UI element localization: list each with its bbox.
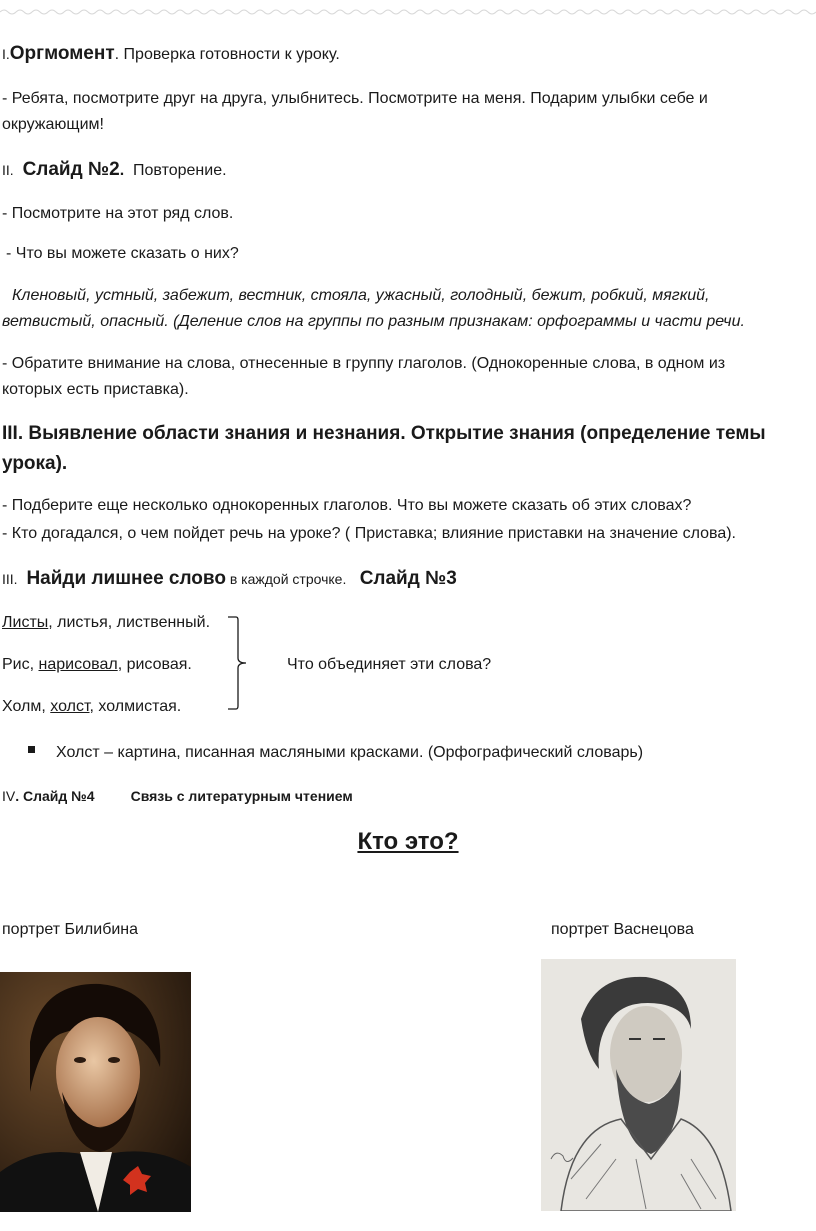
section-2-heading	[2, 160, 227, 181]
square-bullet-icon	[28, 746, 35, 753]
word-row-3-first: Холм,	[2, 698, 51, 715]
section-2-dot: .	[119, 162, 125, 179]
question-say: - Что вы можете сказать о них?	[6, 245, 239, 262]
section-3-heading-line-1: III. Выявление области знания и незнания. Открытие знания (определение темы	[2, 423, 766, 444]
paragraph-smile-line-1: - Ребята, посмотрите друг на друга, улыбнитесь. Посмотрите на меня. Подарим улыбки себе и	[2, 90, 708, 107]
section-2-roman: II.	[2, 162, 14, 178]
word-row-2-odd: нарисовал	[38, 656, 118, 673]
section-1-heading	[2, 44, 340, 65]
curly-brace-icon	[226, 616, 250, 710]
portrait-vasnetsov-image	[541, 959, 736, 1211]
word-row-3-rest: , холмистая.	[89, 698, 182, 715]
section-3b-roman: III.	[2, 571, 18, 587]
word-list-line-1: Кленовый, устный, забежит, вестник, стояла, ужасный, голодный, бежит, робкий, мягкий,	[12, 287, 710, 304]
word-list-line-2: ветвистый, опасный. (Деление слов на группы по разным признакам: орфограммы и части речи.	[2, 313, 745, 330]
section-1-title: Оргмомент	[9, 43, 115, 64]
section-3b-heading	[2, 569, 457, 590]
section-3-heading-line-2: урока).	[2, 453, 68, 474]
section-1-rest: . Проверка готовности к уроку.	[114, 46, 340, 63]
section-4-heading	[2, 786, 353, 806]
section-3b-slide: Слайд №3	[359, 568, 457, 589]
section-1-roman: I.	[2, 46, 10, 62]
section-2-rest: Повторение.	[133, 162, 227, 179]
paragraph-smile-line-2: окружающим!	[2, 116, 104, 133]
section-4-title: Связь с литературным чтением	[130, 788, 353, 804]
unite-question: Что объединяет эти слова?	[287, 656, 492, 673]
word-row-1-rest: , листья, лиственный.	[48, 614, 211, 631]
top-dotted-border	[0, 0, 816, 22]
word-row-2	[2, 655, 192, 675]
bullet-canvas-definition: Холст – картина, писанная масляными красками. (Орфографический словарь)	[56, 744, 644, 761]
who-is-this-title: Кто это?	[357, 828, 459, 855]
word-row-2-rest: , рисовая.	[117, 656, 192, 673]
paragraph-pick-verbs: - Подберите еще несколько однокоренных глаголов. Что вы можете сказать об этих словах?	[2, 497, 692, 514]
word-row-1-odd: Листы	[2, 614, 49, 631]
paragraph-guess-topic: - Кто догадался, о чем пойдет речь на уроке? ( Приставка; влияние приставки на значение слова).	[2, 525, 736, 542]
section-2-slide: Слайд №2	[22, 159, 120, 180]
question-look: - Посмотрите на этот ряд слов.	[2, 205, 234, 222]
caption-bilibin: портрет Билибина	[2, 921, 139, 938]
word-row-1	[2, 613, 210, 633]
word-row-2-first: Рис,	[2, 656, 39, 673]
section-3b-task: Найди лишнее слово	[26, 568, 226, 589]
paragraph-verbs-line-1: - Обратите внимание на слова, отнесенные в группу глаголов. (Однокоренные слова, в одном из	[2, 355, 726, 372]
word-row-3-odd: холст	[50, 698, 90, 715]
section-4-roman: IV	[2, 788, 16, 804]
word-row-3	[2, 697, 181, 717]
section-4-slide: . Слайд №4	[15, 788, 95, 804]
paragraph-verbs-line-2: которых есть приставка).	[2, 381, 189, 398]
portrait-bilibin-image	[0, 972, 191, 1212]
section-3b-mid: в каждой строчке.	[225, 571, 347, 587]
caption-vasnetsov: портрет Васнецова	[551, 921, 694, 938]
